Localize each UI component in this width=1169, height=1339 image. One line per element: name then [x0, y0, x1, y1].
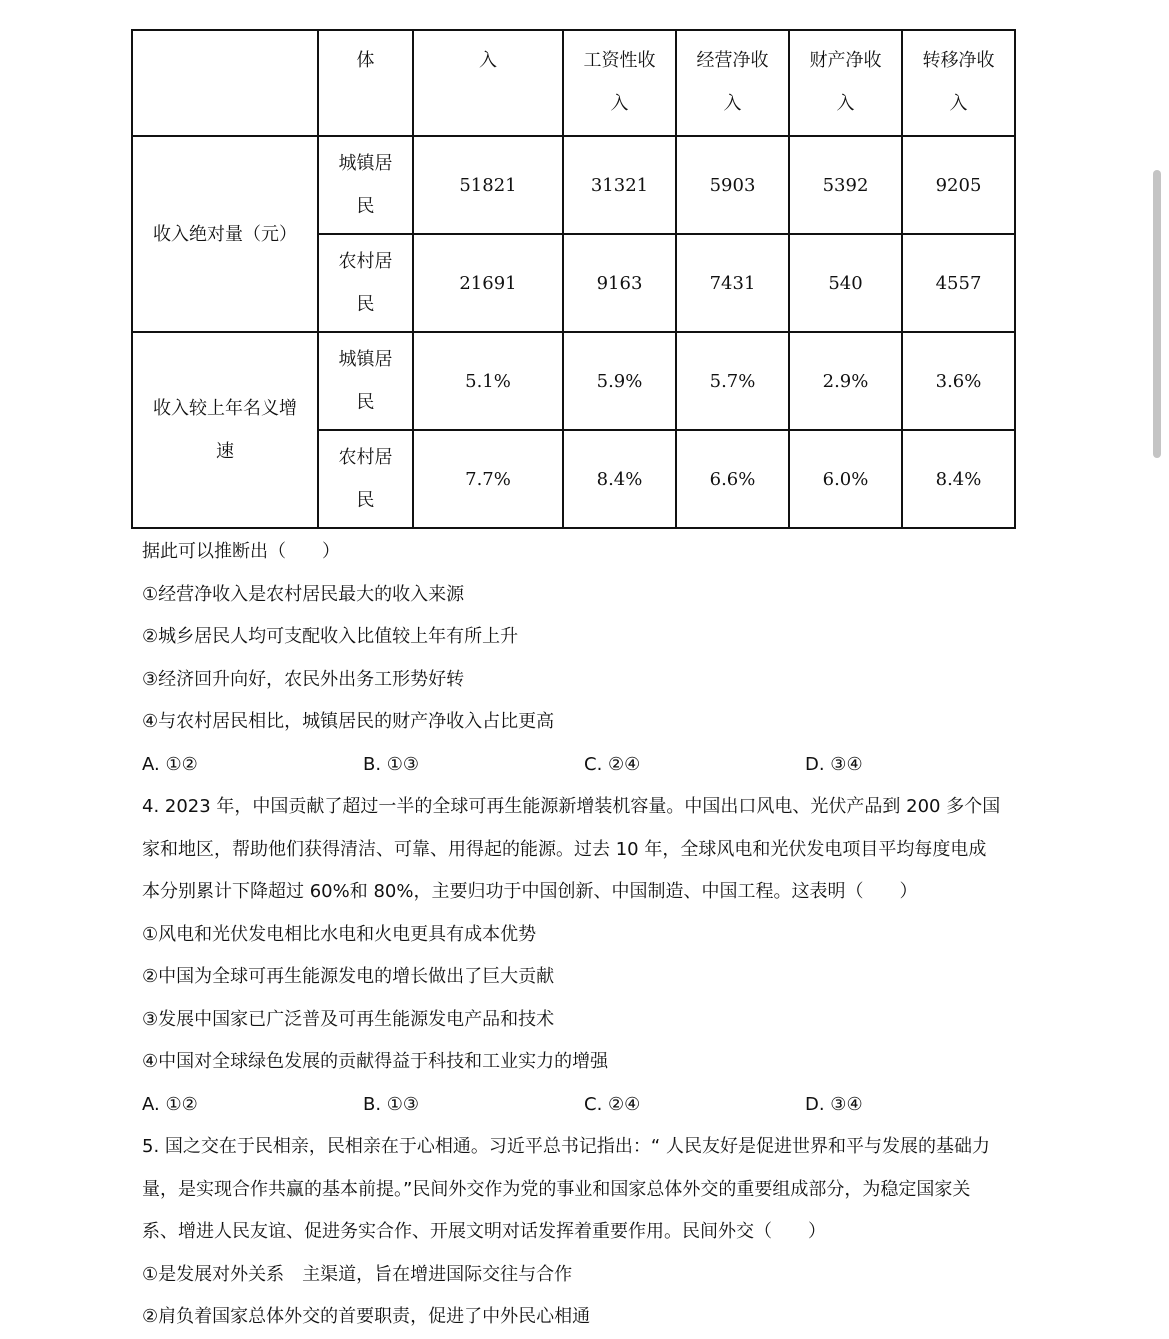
- q3-option-d: D. ③④: [805, 754, 863, 775]
- value-cell: 4557: [902, 234, 1015, 332]
- header-cell: [132, 30, 318, 136]
- table-header-row: [132, 30, 1015, 136]
- value-cell: 6.0%: [789, 430, 902, 528]
- resident-cell: 农村居 民: [318, 430, 413, 528]
- value-cell: 5.7%: [676, 332, 789, 430]
- q4-stem-line: 家和地区，帮助他们获得清洁、可靠、用得起的能源。过去 10 年，全球风电和光伏发电项目平均每度电成: [142, 839, 987, 860]
- value-cell: 31321: [563, 136, 676, 234]
- header-cell: 体: [318, 30, 413, 136]
- scrollbar-thumb[interactable]: [1153, 170, 1161, 458]
- resident-cell: 城镇居 民: [318, 332, 413, 430]
- q3-option-b: B. ①③: [363, 754, 420, 775]
- q5-stem-line: 量，是实现合作共赢的基本前提。”民间外交作为党的事业和国家总体外交的重要组成部分，为稳定国家关: [142, 1179, 971, 1200]
- value-cell: 9205: [902, 136, 1015, 234]
- q5-stem-line: 5. 国之交在于民相亲，民相亲在于心相通。习近平总书记指出：“ 人民友好是促进世界和平与发展的基础力: [142, 1136, 990, 1157]
- q4-stem-line: 4. 2023 年，中国贡献了超过一半的全球可再生能源新增装机容量。中国出口风电、光伏产品到 200 多个国: [142, 796, 1001, 817]
- value-cell: 51821: [413, 136, 563, 234]
- table-row: [132, 136, 1015, 234]
- q4-option-d: D. ③④: [805, 1094, 863, 1115]
- q3-item: ②城乡居民人均可支配收入比值较上年有所上升: [142, 626, 519, 647]
- value-cell: 2.9%: [789, 332, 902, 430]
- value-cell: 5903: [676, 136, 789, 234]
- header-cell: 工资性收 入: [563, 30, 676, 136]
- q4-item: ②中国为全球可再生能源发电的增长做出了巨大贡献: [142, 966, 555, 987]
- group-label-growth: 收入较上年名义增 速: [132, 332, 318, 528]
- value-cell: 9163: [563, 234, 676, 332]
- value-cell: 5392: [789, 136, 902, 234]
- value-cell: 8.4%: [563, 430, 676, 528]
- q3-option-a: A. ①②: [142, 754, 198, 775]
- q5-item: ①是发展对外关系 主渠道，旨在增进国际交往与合作: [142, 1264, 573, 1285]
- q4-option-b: B. ①③: [363, 1094, 420, 1115]
- value-cell: 3.6%: [902, 332, 1015, 430]
- value-cell: 6.6%: [676, 430, 789, 528]
- value-cell: 7.7%: [413, 430, 563, 528]
- q4-option-a: A. ①②: [142, 1094, 198, 1115]
- q3-item: ①经营净收入是农村居民最大的收入来源: [142, 584, 465, 605]
- q4-stem-line: 本分别累计下降超过 60%和 80%，主要归功于中国创新、中国制造、中国工程。这表明（ ）: [142, 881, 918, 902]
- q3-stem: 据此可以推断出（ ）: [142, 541, 340, 562]
- value-cell: 5.1%: [413, 332, 563, 430]
- q3-item: ④与农村居民相比，城镇居民的财产净收入占比更高: [142, 711, 555, 732]
- q5-stem-line: 系、增进人民友谊、促进务实合作、开展文明对话发挥着重要作用。民间外交（ ）: [142, 1221, 826, 1242]
- value-cell: 8.4%: [902, 430, 1015, 528]
- header-cell: 经营净收 入: [676, 30, 789, 136]
- income-table: [131, 29, 1016, 529]
- q3-item: ③经济回升向好，农民外出务工形势好转: [142, 669, 465, 690]
- header-cell: 财产净收 入: [789, 30, 902, 136]
- value-cell: 21691: [413, 234, 563, 332]
- q4-item: ③发展中国家已广泛普及可再生能源发电产品和技术: [142, 1009, 555, 1030]
- header-cell: 转移净收 入: [902, 30, 1015, 136]
- q5-item: ②肩负着国家总体外交的首要职责，促进了中外民心相通: [142, 1306, 591, 1327]
- resident-cell: 城镇居 民: [318, 136, 413, 234]
- value-cell: 5.9%: [563, 332, 676, 430]
- q3-option-c: C. ②④: [584, 754, 641, 775]
- table-row: [132, 332, 1015, 430]
- resident-cell: 农村居 民: [318, 234, 413, 332]
- group-label-absolute: 收入绝对量（元）: [132, 136, 318, 332]
- header-cell: 入: [413, 30, 563, 136]
- value-cell: 540: [789, 234, 902, 332]
- q4-item: ①风电和光伏发电相比水电和火电更具有成本优势: [142, 924, 537, 945]
- value-cell: 7431: [676, 234, 789, 332]
- q4-item: ④中国对全球绿色发展的贡献得益于科技和工业实力的增强: [142, 1051, 609, 1072]
- q4-option-c: C. ②④: [584, 1094, 641, 1115]
